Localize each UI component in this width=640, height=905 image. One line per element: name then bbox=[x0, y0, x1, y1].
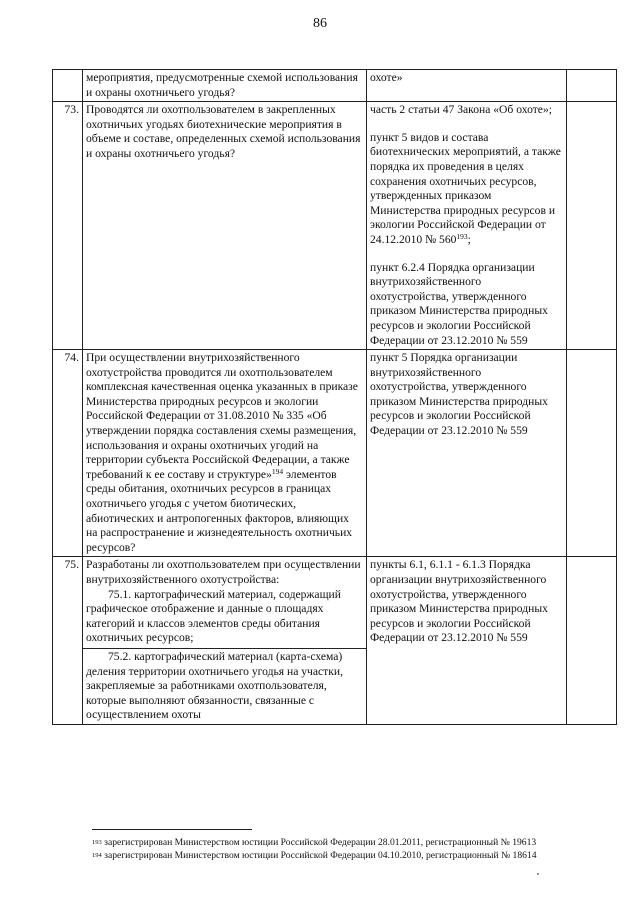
table-row bbox=[53, 557, 617, 725]
answer-cell bbox=[567, 350, 617, 557]
reference-paragraph bbox=[370, 131, 563, 248]
footnote bbox=[92, 849, 632, 862]
answer-cell bbox=[567, 102, 617, 350]
table-row bbox=[53, 102, 617, 350]
reference-cell: пункт 5 Порядка организации внутрихозяйственного охотустройства, утвержденного приказом Министерства природных ресурсов и экологии Российской Федерации от 23.12.2010 № 559 bbox=[367, 350, 567, 557]
footnote-mark: 193 bbox=[456, 231, 468, 241]
footnote-mark: 193 bbox=[92, 839, 102, 846]
question-cell bbox=[83, 557, 367, 725]
table-row bbox=[53, 350, 617, 557]
question-cell bbox=[83, 350, 367, 557]
footnote-text: зарегистрирован Министерством юстиции Российской Федерации 28.01.2011, регистрационный № 19613 bbox=[101, 837, 537, 848]
footnotes bbox=[92, 836, 632, 862]
reference-text: пункт 5 видов и состава биотехнических мероприятий, а также порядка их проведения в целях сохранения охотничьих ресурсов, утвержденных приказом Министерства природных ресурсов и экологии Российской Федерации от 24.12.2010 № 560 bbox=[370, 130, 561, 246]
page-number: 86 bbox=[313, 16, 327, 31]
footnote-mark: 194 bbox=[271, 466, 284, 476]
footnote bbox=[92, 836, 632, 849]
answer-cell bbox=[567, 70, 617, 102]
row-number: 75. bbox=[53, 557, 83, 725]
reference-text-tail: ; bbox=[467, 232, 471, 246]
checklist-table bbox=[52, 69, 617, 725]
question-text-end: элементов среды обитания, охотничьих ресурсов в границах охотничьего угодья с учетом биотических, абиотических и антропогенных факторов, влияющих на распространение и жизнедеятельность охотничьих ресурсов? bbox=[86, 467, 353, 554]
row-number: 74. bbox=[53, 350, 83, 557]
scan-speck bbox=[537, 873, 539, 875]
question-intro: Разработаны ли охотпользователем при осуществлении внутрихозяйственного охотустройства: bbox=[86, 558, 361, 586]
sub-item: 75.1. картографический материал, содержащий графическое отображение и данные о площадях категорий и классов элементов среды обитания охотничьих ресурсов; bbox=[86, 587, 341, 645]
footnote-text: зарегистрирован Министерством юстиции Российской Федерации 04.10.2010, регистрационный № 18614 bbox=[101, 850, 537, 861]
question-cell: Проводятся ли охотпользователем в закрепленных охотничьих угодьях биотехнические мероприятия в объеме и составе, определенных схемой использования и охраны охотничьего угодья? bbox=[83, 102, 367, 350]
footnote-separator bbox=[92, 829, 252, 830]
reference-cell: пункты 6.1, 6.1.1 - 6.1.3 Порядка организации внутрихозяйственного охотустройства, утвержденного приказом Министерства природных ресурсов и экологии Российской Федерации от 23.12.2010 № 559 bbox=[367, 557, 567, 725]
reference-paragraph: пункт 6.2.4 Порядка организации внутрихозяйственного охотустройства, утвержденного приказом Министерства природных ресурсов и экологии Российской Федерации от 23.12.2010 № 559 bbox=[370, 260, 548, 347]
reference-cell: охоте» bbox=[367, 70, 567, 102]
question-text: При осуществлении внутрихозяйственного охотустройства проводится ли охотпользователем комплексная качественная оценка указанных в приказе Министерства природных ресурсов и экологии Российской Федерации от 31.08.2010 № 335 «Об утверждении порядка составления схемы размещения, использования и охраны охотничьих угодий на территории субъекта Российской Федерации, а также требований к ее составу и структуре» bbox=[86, 351, 358, 481]
question-cell: мероприятия, предусмотренные схемой использования и охраны охотничьего угодья? bbox=[83, 70, 367, 102]
reference-paragraph: часть 2 статьи 47 Закона «Об охоте»; bbox=[370, 103, 552, 117]
table-row bbox=[53, 70, 617, 102]
footnote-mark: 194 bbox=[92, 852, 102, 859]
answer-cell bbox=[567, 557, 617, 725]
row-number bbox=[53, 70, 83, 102]
reference-cell bbox=[367, 102, 567, 350]
sub-item: 75.2. картографический материал (карта-схема) деления территории охотничьего угодья на участки, закрепляемые за работниками охотпользователя, которые выполняют обязанности, связанные с осуществлением охоты bbox=[83, 648, 366, 723]
row-number: 73. bbox=[53, 102, 83, 350]
